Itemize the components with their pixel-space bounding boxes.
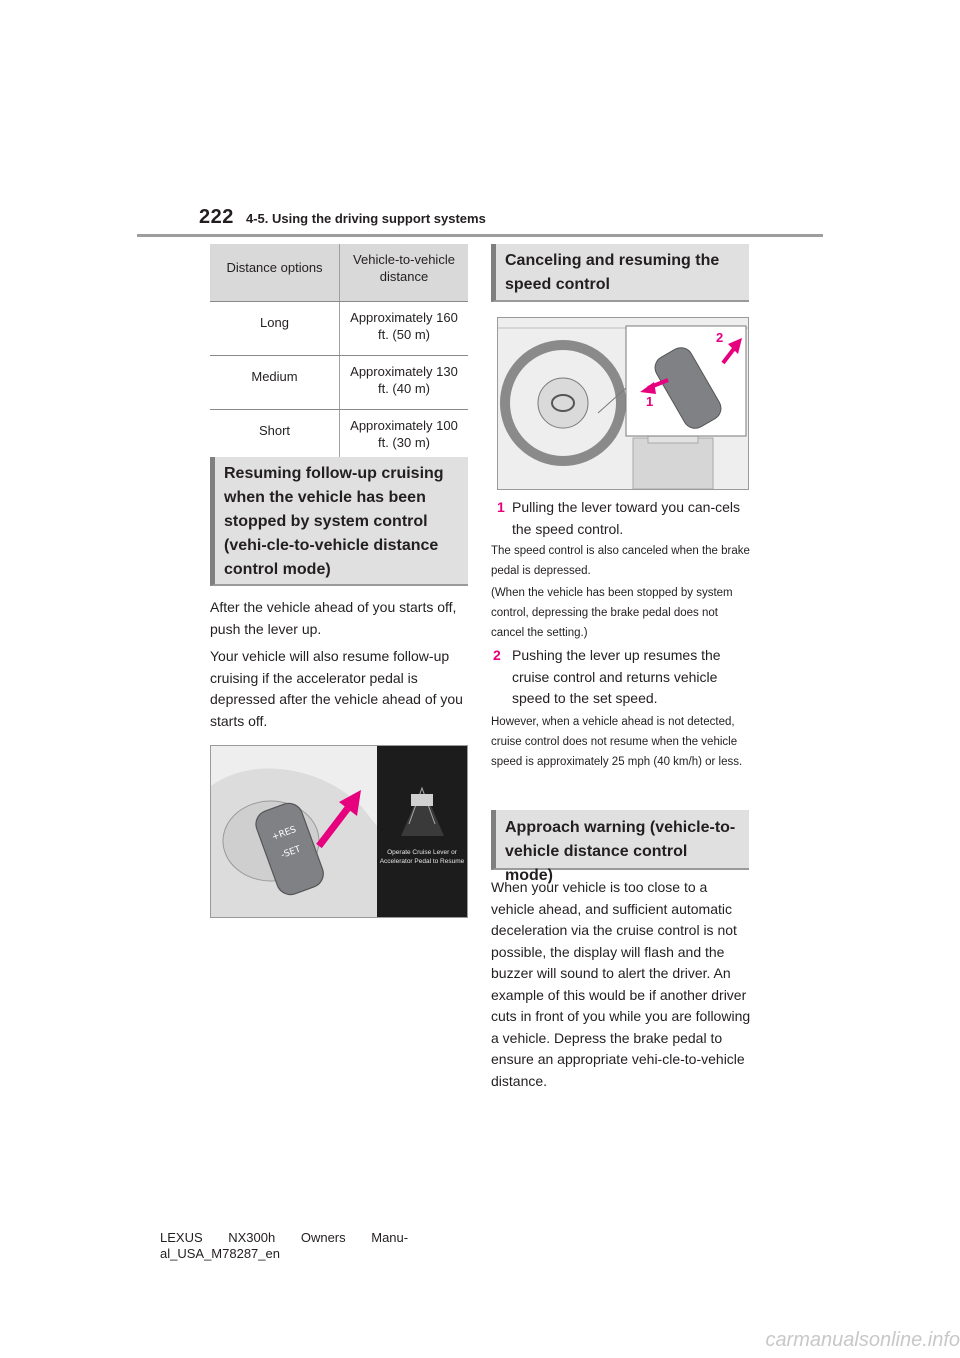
table-cell: Approximately 100 ft. (30 m) bbox=[340, 410, 469, 464]
approach-heading: Approach warning (vehicle-to-vehicle distance control mode) bbox=[491, 810, 749, 870]
table-cell: Approximately 130 ft. (40 m) bbox=[340, 356, 469, 410]
table-header-row bbox=[210, 244, 468, 302]
lever-push-up-illustration bbox=[210, 745, 468, 918]
watermark: carmanualsonline.info bbox=[765, 1329, 960, 1351]
table-row bbox=[210, 356, 468, 410]
approach-paragraph: When your vehicle is too close to a vehicle ahead, and sufficient automatic deceleration via the cruise control is not possible, the display will flash and the buzzer will sound to alert the driver. An example of this would be if another driver cuts in front of you while you are following a vehicle. Depress the brake pedal to ensure an appropriate vehi-cle-to-vehicle distance. bbox=[491, 879, 751, 1089]
table-cell: Approximately 160 ft. (50 m) bbox=[340, 302, 469, 356]
table-cell: Medium bbox=[210, 356, 340, 410]
cabin-svg bbox=[498, 318, 748, 489]
distance-table bbox=[210, 244, 468, 464]
display-message: Operate Cruise Lever or Accelerator Pedal to Resume bbox=[379, 849, 465, 865]
note-2: (When the vehicle has been stopped by system control, depressing the brake pedal does not cancel the setting.) bbox=[491, 587, 733, 639]
cancel-heading: Canceling and resuming the speed control bbox=[491, 244, 749, 302]
table-row bbox=[210, 302, 468, 356]
callout-2-label: 2 bbox=[716, 330, 724, 345]
table-cell: Short bbox=[210, 410, 340, 464]
footer bbox=[160, 1230, 408, 1262]
step-1-number: 1 bbox=[497, 499, 505, 515]
footer-line-1: LEXUS NX300h Owners Manu- bbox=[160, 1230, 409, 1245]
table-header-cell: Distance options bbox=[210, 244, 340, 302]
resume-paragraph-1: After the vehicle ahead of you starts off, push the lever up. bbox=[210, 599, 457, 637]
callout-1-label: 1 bbox=[646, 394, 654, 409]
note-1: The speed control is also canceled when the brake pedal is depressed. bbox=[491, 545, 750, 577]
svg-text:+RES: +RES bbox=[270, 824, 298, 843]
table-header-cell: Vehicle-to-vehicle distance bbox=[340, 244, 469, 302]
section-title: 4-5. Using the driving support systems bbox=[246, 211, 486, 226]
header-rule bbox=[137, 234, 823, 237]
footer-line-2: al_USA_M78287_en bbox=[160, 1246, 280, 1261]
step-1-text: Pulling the lever toward you can-cels the speed control. bbox=[512, 499, 741, 537]
resume-heading: Resuming follow-up cruising when the vehicle has been stopped by system control (vehi-cle-to-vehicle distance control mode) bbox=[210, 457, 468, 586]
step-2-text: Pushing the lever up resumes the cruise control and returns vehicle speed to the set speed. bbox=[512, 647, 721, 706]
table-cell: Long bbox=[210, 302, 340, 356]
cabin-lever-illustration bbox=[497, 317, 749, 490]
lever-svg bbox=[211, 746, 467, 917]
step-2-number: 2 bbox=[493, 647, 501, 663]
table-row bbox=[210, 410, 468, 464]
svg-text:-SET: -SET bbox=[279, 844, 303, 861]
page-number: 222 bbox=[199, 206, 234, 228]
resume-paragraph-2: Your vehicle will also resume follow-up cruising if the accelerator pedal is depressed after the vehicle ahead of you starts off. bbox=[210, 648, 463, 729]
note-3: However, when a vehicle ahead is not detected, cruise control does not resume when the vehicle speed is approximately 25 mph (40 km/h) or less. bbox=[491, 716, 743, 768]
